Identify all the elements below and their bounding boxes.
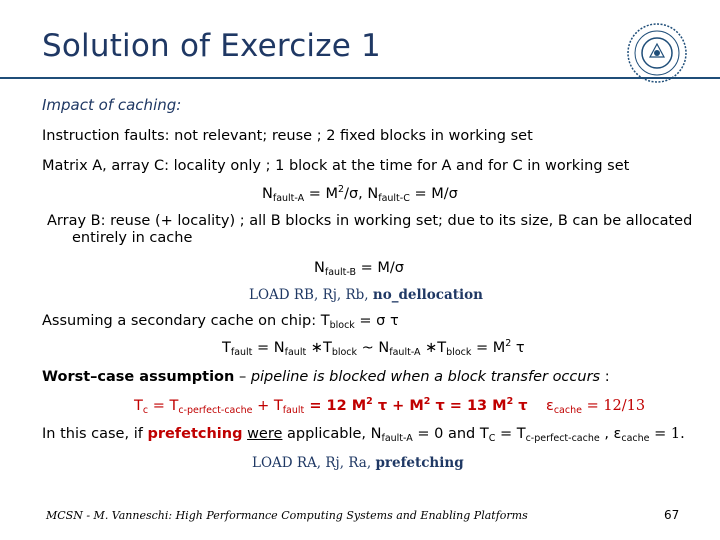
formula-tfault: $T_{fault} = N_{fault}$ $∗T_{block}$ ~ $N_{fault-A}$ $∗T_{block} = M^2$ τ <box>222 338 525 358</box>
section-heading: Impact of caching: <box>42 96 182 114</box>
instruction-faults-line: Instruction faults: not relevant; reuse ; 2 fixed blocks in working set <box>42 128 533 144</box>
array-b-line-1: Array B: reuse (+ locality) ; all B blocks in working set; due to its size, B can be allocated <box>47 213 693 229</box>
footer-course: MCSN - M. Vanneschi: High Performance Computing Systems and Enabling Platforms <box>46 509 528 522</box>
worst-case-line: Worst–case assumption – pipeline is blocked when a block transfer occurs : <box>42 369 610 385</box>
page-number: 67 <box>664 508 680 522</box>
load-prefetching: LOAD RA, Rj, Ra, prefetching <box>252 455 464 471</box>
array-b-line-2: entirely in cache <box>72 230 193 246</box>
university-seal-icon <box>626 22 688 84</box>
prefetching-line: In this case, if prefetching were applicable, $N_{fault-A} = 0$ and $T_C = T_{c-perfect-cache}$ , $\varepsilon_{cache} = 1$. <box>42 426 685 444</box>
load-no-deallocation: LOAD RB, Rj, Rb, no_dellocation <box>249 287 483 303</box>
tc-formula-line: $T_c = T_{c-perfect-cache} + T_{fault} = 12$ $M^2$ $\tau + M^2$ τ = 13 $M^2$ τ $\varepsilon_{cache} = 12/13$ <box>134 396 646 416</box>
secondary-cache-line: Assuming a secondary cache on chip: $T_{block} = \sigma$ τ <box>42 313 399 331</box>
formula-nfault-a-c: $N_{fault-A} = M^2/\sigma$, $N_{fault-C} = M/\sigma$ <box>262 184 458 204</box>
title-divider <box>0 77 720 79</box>
slide-title: Solution of Exercize 1 <box>42 28 381 64</box>
matrix-locality-line: Matrix A, array C: locality only ; 1 block at the time for A and for C in working set <box>42 158 630 174</box>
formula-nfault-b: $N_{fault-B} = M/\sigma$ <box>314 260 404 278</box>
